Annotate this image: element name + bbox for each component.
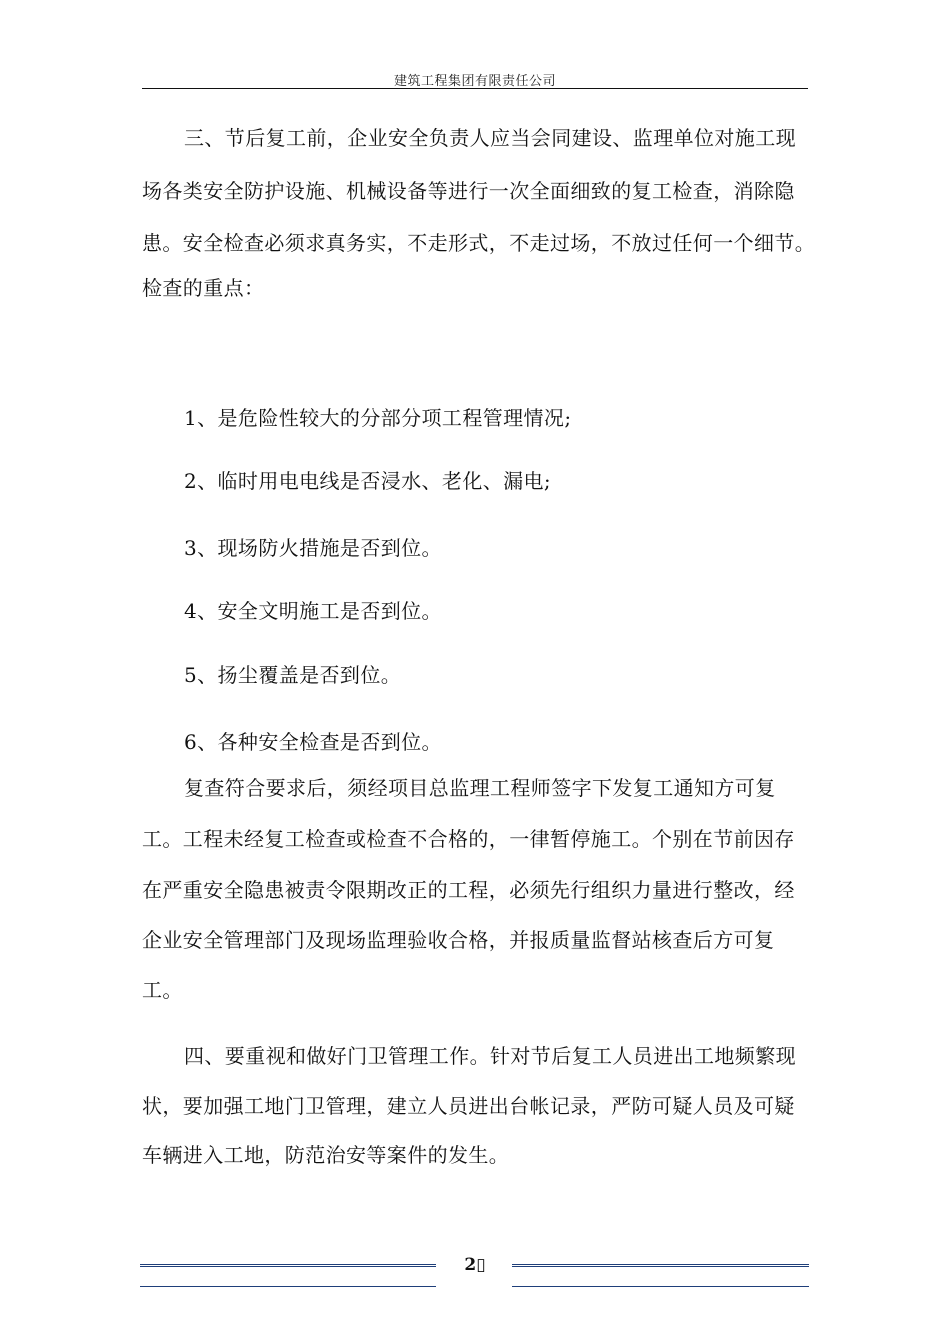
paragraph-line: 场各类安全防护设施、机械设备等进行一次全面细致的复工检查，消除隐 bbox=[142, 179, 795, 203]
header-company-name: 建筑工程集团有限责任公司 bbox=[393, 74, 556, 89]
paragraph-line: 患。安全检查必须求真务实，不走形式，不走过场，不放过任何一个细节。 bbox=[142, 231, 816, 255]
list-item: 6、各种安全检查是否到位。 bbox=[184, 730, 442, 754]
paragraph-line: 工。 bbox=[142, 978, 183, 1002]
page-number-value: 2 bbox=[464, 1255, 477, 1275]
paragraph-line: 在严重安全隐患被责令限期改正的工程，必须先行组织力量进行整改，经 bbox=[142, 878, 795, 902]
paragraph-line: 状，要加强工地门卫管理，建立人员进出台帐记录，严防可疑人员及可疑 bbox=[142, 1094, 795, 1118]
list-item: 1、是危险性较大的分部分项工程管理情况; bbox=[184, 406, 572, 430]
paragraph-line: 工。工程未经复工检查或检查不合格的，一律暂停施工。个别在节前因存 bbox=[142, 827, 795, 851]
list-item: 3、现场防火措施是否到位。 bbox=[184, 536, 442, 560]
footer-rule-left bbox=[140, 1264, 436, 1267]
paragraph-line: 复查符合要求后，须经项目总监理工程师签字下发复工通知方可复 bbox=[184, 776, 776, 800]
footer-rule-bottom-right bbox=[512, 1286, 809, 1287]
footer-rule-bottom-left bbox=[140, 1286, 436, 1287]
paragraph-line: 四、要重视和做好门卫管理工作。针对节后复工人员进出工地频繁现 bbox=[184, 1044, 796, 1068]
list-item: 4、安全文明施工是否到位。 bbox=[184, 599, 442, 623]
list-item: 5、扬尘覆盖是否到位。 bbox=[184, 663, 402, 687]
paragraph-line: 三、节后复工前，企业安全负责人应当会同建设、监理单位对施工现 bbox=[184, 126, 796, 150]
page-number-glyph: ▯ bbox=[476, 1255, 486, 1275]
header-rule bbox=[142, 88, 808, 89]
paragraph-line: 企业安全管理部门及现场监理验收合格，并报质量监督站核查后方可复 bbox=[142, 928, 775, 952]
page-number bbox=[440, 1255, 510, 1275]
paragraph-line: 车辆进入工地，防范治安等案件的发生。 bbox=[142, 1143, 510, 1167]
list-item: 2、临时用电电线是否浸水、老化、漏电; bbox=[184, 469, 552, 493]
paragraph-line: 检查的重点： bbox=[142, 276, 265, 300]
footer-rule-right bbox=[512, 1264, 809, 1267]
